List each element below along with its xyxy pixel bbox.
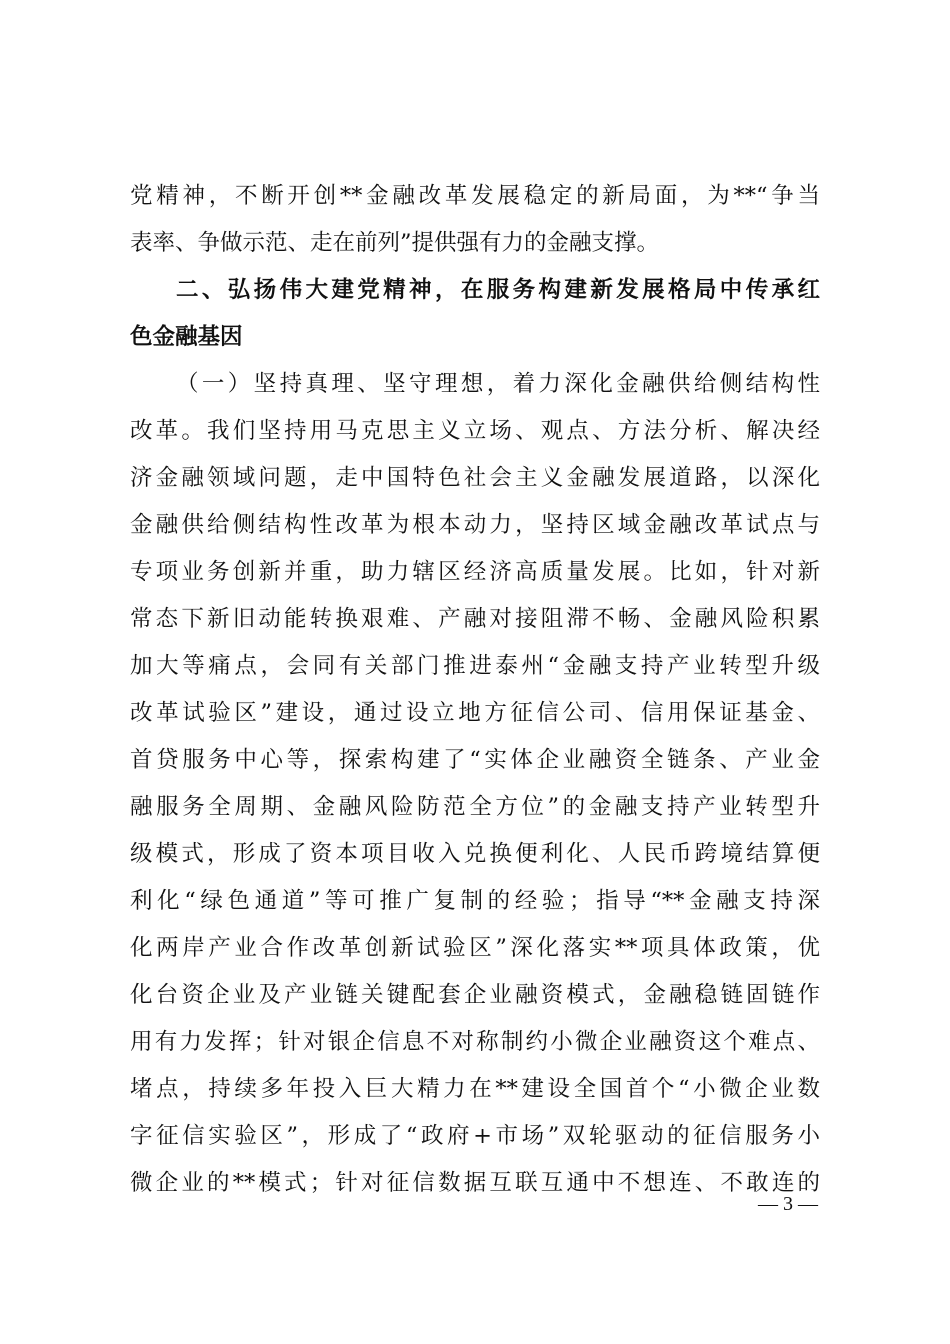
- document-body: [130, 173, 820, 1207]
- paragraph-line: 表率、争做示范、走在前列”提供强有力的金融支撑。: [130, 230, 660, 256]
- paragraph-line: 融服务全周期、金融风险防范全方位”的金融支持产业转型升: [130, 794, 820, 820]
- paragraph-line: 化两岸产业合作改革创新试验区”深化落实**项具体政策，优: [130, 935, 820, 961]
- paragraph-line: 金融供给侧结构性改革为根本动力，坚持区域金融改革试点与: [130, 512, 820, 538]
- paragraph-line: 堵点，持续多年投入巨大精力在**建设全国首个“小微企业数: [130, 1076, 820, 1102]
- page-number: — 3 —: [758, 1193, 818, 1215]
- paragraph-line: 济金融领域问题，走中国特色社会主义金融发展道路，以深化: [130, 465, 820, 491]
- paragraph-line: 字征信实验区”，形成了“政府+市场”双轮驱动的征信服务小: [130, 1123, 820, 1149]
- section-heading-line: 色金融基因: [130, 324, 243, 350]
- paragraph-line: 改革。我们坚持用马克思主义立场、观点、方法分析、解决经: [130, 418, 820, 444]
- subsection-heading-line: （一）坚持真理、坚守理想，着力深化金融供给侧结构性: [176, 371, 820, 397]
- paragraph-line: 加大等痛点，会同有关部门推进泰州“金融支持产业转型升级: [130, 653, 820, 679]
- paragraph-line: 微企业的**模式；针对征信数据互联互通中不想连、不敢连的: [130, 1170, 820, 1196]
- section-heading-line: 二、弘扬伟大建党精神，在服务构建新发展格局中传承红: [176, 277, 820, 303]
- paragraph-line: 用有力发挥；针对银企信息不对称制约小微企业融资这个难点、: [130, 1029, 820, 1055]
- paragraph-line: 首贷服务中心等，探索构建了“实体企业融资全链条、产业金: [130, 747, 820, 773]
- paragraph-line: 改革试验区”建设，通过设立地方征信公司、信用保证基金、: [130, 700, 820, 726]
- paragraph-line: 专项业务创新并重，助力辖区经济高质量发展。比如，针对新: [130, 559, 820, 585]
- paragraph-line: 利化“绿色通道”等可推广复制的经验；指导“**金融支持深: [130, 888, 820, 914]
- paragraph-line: 级模式，形成了资本项目收入兑换便利化、人民币跨境结算便: [130, 841, 820, 867]
- paragraph-line: 化台资企业及产业链关键配套企业融资模式，金融稳链固链作: [130, 982, 820, 1008]
- paragraph-line: 常态下新旧动能转换艰难、产融对接阻滞不畅、金融风险积累: [130, 606, 820, 632]
- paragraph-line: 党精神，不断开创**金融改革发展稳定的新局面，为**“争当: [130, 183, 820, 209]
